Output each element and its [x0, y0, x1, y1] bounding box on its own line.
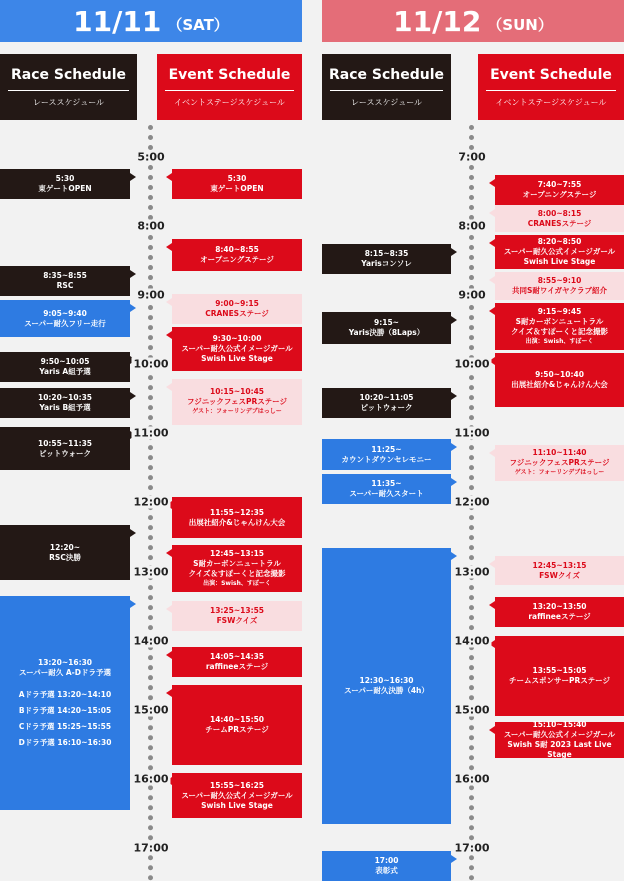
item-time: 8:35~8:55 — [43, 271, 87, 280]
event-item — [495, 353, 624, 407]
hour-label: 9:00 — [137, 288, 165, 302]
item-time: 12:20~ — [49, 542, 81, 552]
item-title: Swish Live Stage — [201, 800, 273, 810]
hour-label: 13:00 — [454, 565, 490, 579]
event-item — [495, 556, 624, 585]
qualifying-session: Dドラ予選 16:10~16:30 — [18, 738, 112, 747]
item-guest: ゲスト：フォーリンデブはっしー — [514, 469, 605, 476]
event-item — [172, 497, 302, 538]
day-date: 11/12 — [393, 4, 482, 38]
race-item — [0, 596, 130, 810]
item-time: 9:15~9:45 — [537, 306, 582, 316]
item-time: 9:30~10:00 — [212, 334, 262, 343]
event-item — [172, 601, 302, 631]
column-title: Event Schedule — [490, 67, 612, 83]
item-title: チームPRステージ — [205, 725, 269, 734]
item-time: 12:45~13:15 — [209, 548, 265, 558]
hour-label: 11:00 — [454, 426, 490, 440]
qualifying-session: Bドラ予選 14:20~15:05 — [18, 706, 112, 715]
item-title: スーパー耐久 A-Dドラ予選 — [18, 668, 111, 677]
item-time: 9:50~10:05 — [40, 357, 90, 366]
item-title: FSWクイズ — [539, 570, 580, 580]
item-time: 9:15~ — [374, 318, 399, 327]
item-time: 8:15~8:35 — [364, 249, 409, 258]
event-item — [495, 636, 624, 716]
race-schedule-header — [322, 54, 451, 120]
item-guest: ゲスト：フォーリンデブはっしー — [192, 408, 282, 415]
item-title: スーパー耐久スタート — [349, 489, 424, 498]
item-title: オープニングステージ — [522, 190, 597, 199]
column-subtitle: レーススケジュール — [350, 98, 423, 107]
item-time: 5:30 — [227, 174, 247, 183]
item-title: スーパー耐久公式イメージガール — [181, 790, 293, 800]
event-item — [172, 169, 302, 199]
item-time: 10:20~11:05 — [359, 393, 414, 402]
day-of-week: （SUN） — [487, 15, 553, 34]
hour-label: 16:00 — [454, 772, 490, 786]
item-title: フジニックフェスPRステージ — [187, 397, 287, 406]
item-time: 7:40~7:55 — [537, 180, 582, 189]
race-item — [0, 525, 130, 580]
event-item — [172, 327, 302, 371]
item-title: カウントダウンセレモニー — [341, 454, 432, 464]
item-title: S耐カーボンニュートラル — [515, 316, 604, 326]
item-title: 東ゲートOPEN — [210, 184, 264, 193]
day-header-sat — [0, 0, 302, 42]
item-title: スーパー耐久公式イメージガール — [503, 247, 616, 256]
item-title: FSWクイズ — [216, 616, 258, 625]
event-item — [172, 773, 302, 818]
race-item — [322, 388, 451, 418]
hour-label: 12:00 — [454, 495, 490, 509]
divider — [330, 90, 443, 91]
event-item — [172, 294, 302, 324]
race-item — [322, 439, 451, 470]
item-time: 11:35~ — [371, 479, 402, 488]
item-title: 東ゲートOPEN — [38, 184, 92, 193]
item-title: CRANESステージ — [527, 218, 592, 228]
hour-label: 14:00 — [133, 634, 169, 648]
item-title: CRANESステージ — [205, 309, 269, 318]
race-item — [0, 300, 130, 337]
item-time: 14:40~15:50 — [209, 715, 265, 724]
item-time: 10:20~10:35 — [37, 393, 93, 402]
item-time: 17:00 — [374, 856, 399, 865]
hour-label: 7:00 — [458, 150, 486, 164]
column-subtitle: イベントステージスケジュール — [174, 98, 285, 107]
item-time: 11:55~12:35 — [209, 507, 265, 517]
item-title: スーパー耐久決勝（4h） — [344, 686, 429, 695]
column-subtitle: イベントステージスケジュール — [495, 98, 607, 107]
item-title: 表彰式 — [375, 866, 398, 875]
item-title: クイズ＆すぽーくと記念撮影 — [188, 568, 286, 578]
divider — [8, 90, 129, 91]
item-time: 13:55~15:05 — [532, 666, 587, 675]
item-title: チームスポンサーPRステージ — [509, 676, 610, 685]
item-time: 8:00~8:15 — [537, 208, 582, 218]
day-header-sun — [322, 0, 624, 42]
event-item — [172, 239, 302, 271]
race-item — [0, 352, 130, 382]
event-item — [172, 647, 302, 677]
item-time: 15:10~15:40 — [532, 720, 587, 729]
item-time: 9:50~10:40 — [535, 370, 584, 379]
item-title: フジニックフェスPRステージ — [509, 458, 610, 467]
hour-label: 15:00 — [133, 703, 169, 717]
race-item — [322, 312, 451, 344]
hour-label: 10:00 — [454, 357, 490, 371]
hour-label: 14:00 — [454, 634, 490, 648]
event-item — [495, 597, 624, 627]
item-time: 8:20~8:50 — [537, 237, 582, 246]
item-time: 13:20~16:30 — [37, 658, 93, 667]
item-time: 8:55~9:10 — [537, 276, 582, 285]
item-title: スーパー耐久公式イメージガール — [503, 730, 616, 739]
item-time: 13:20~13:50 — [532, 602, 587, 611]
event-item — [495, 235, 624, 269]
qualifying-session: Cドラ予選 15:25~15:55 — [18, 722, 112, 731]
race-item — [322, 851, 451, 881]
hour-label: 9:00 — [458, 288, 486, 302]
hour-label: 15:00 — [454, 703, 490, 717]
item-title: Yaris決勝（8Laps） — [348, 328, 425, 337]
column-title: Race Schedule — [10, 67, 127, 83]
column-subtitle: レーススケジュール — [32, 98, 105, 107]
hour-label: 5:00 — [137, 150, 165, 164]
event-item — [495, 722, 624, 758]
event-item — [172, 685, 302, 765]
item-time: 10:55~11:35 — [37, 438, 93, 448]
divider — [165, 90, 294, 91]
item-time: 12:30~16:30 — [359, 676, 414, 685]
event-item — [495, 175, 624, 205]
hour-label: 11:00 — [133, 426, 169, 440]
event-schedule-header — [157, 54, 302, 120]
race-item — [0, 427, 130, 470]
day-date: 11/11 — [73, 4, 162, 38]
race-item — [0, 388, 130, 418]
race-item — [322, 548, 451, 824]
item-title: スーパー耐久フリー走行 — [24, 318, 106, 328]
race-item — [0, 266, 130, 296]
hour-label: 10:00 — [133, 357, 169, 371]
item-time: 11:10~11:40 — [532, 448, 587, 457]
item-title: RSC決勝 — [49, 552, 81, 562]
hour-label: 16:00 — [133, 772, 169, 786]
column-title: Race Schedule — [328, 67, 445, 83]
item-title: 出展社紹介&じゃんけん大会 — [188, 517, 286, 527]
item-title: Yaris B組予選 — [39, 403, 91, 412]
hour-label: 17:00 — [454, 841, 490, 855]
item-time: 11:25~ — [371, 444, 402, 454]
item-time: 12:45~13:15 — [532, 560, 587, 570]
event-item — [495, 205, 624, 232]
hour-label: 8:00 — [137, 219, 165, 233]
hour-label: 12:00 — [133, 495, 169, 509]
event-item — [495, 445, 624, 481]
item-time: 15:55~16:25 — [209, 780, 265, 790]
item-title: 共同S耐ワイガヤクラブ紹介 — [512, 286, 607, 295]
item-time: 5:30 — [55, 174, 75, 183]
item-title: Swish Live Stage — [201, 354, 273, 363]
item-title: S耐カーボンニュートラル — [193, 558, 281, 568]
item-title: オープニングステージ — [200, 255, 274, 264]
item-title: スーパー耐久公式イメージガール — [181, 344, 293, 353]
event-item — [172, 545, 302, 592]
qualifying-session: Aドラ予選 13:20~14:10 — [18, 690, 112, 699]
item-time: 9:00~9:15 — [215, 299, 259, 308]
item-title: Yaris A組予選 — [39, 367, 91, 376]
item-title: raffineeステージ — [528, 612, 591, 621]
item-title: Swish S耐 2023 Last Live Stage — [507, 740, 612, 759]
race-item — [322, 244, 451, 274]
race-schedule-header — [0, 54, 137, 120]
item-time: 8:40~8:55 — [215, 245, 259, 254]
column-title: Event Schedule — [168, 67, 291, 83]
item-guest: 出演：Swish、すぽーく — [525, 337, 594, 345]
item-time: 9:05~9:40 — [43, 308, 87, 318]
hour-label: 8:00 — [458, 219, 486, 233]
item-time: 10:15~10:45 — [209, 387, 265, 396]
item-title: Yarisコンソレ — [361, 259, 412, 268]
item-time: 13:25~13:55 — [209, 606, 265, 615]
event-item — [495, 272, 624, 300]
item-title: RSC — [56, 281, 74, 290]
hour-label: 13:00 — [133, 565, 169, 579]
item-title: ピットウォーク — [360, 403, 413, 412]
item-title: クイズ＆すぽーくと記念撮影 — [510, 326, 609, 336]
race-item — [322, 474, 451, 504]
item-time: 14:05~14:35 — [209, 652, 265, 661]
item-guest: 出演：Swish、すぽーく — [203, 579, 271, 587]
hour-label: 17:00 — [133, 841, 169, 855]
item-title: ピットウォーク — [39, 448, 91, 458]
event-item — [172, 379, 302, 425]
divider — [486, 90, 616, 91]
event-item — [495, 303, 624, 350]
day-of-week: （SAT） — [167, 15, 229, 34]
item-title: Swish Live Stage — [523, 257, 596, 266]
item-title: 出展社紹介&じゃんけん大会 — [511, 380, 608, 389]
item-title: raffineeステージ — [205, 662, 269, 671]
event-schedule-header — [478, 54, 624, 120]
race-item — [0, 169, 130, 199]
